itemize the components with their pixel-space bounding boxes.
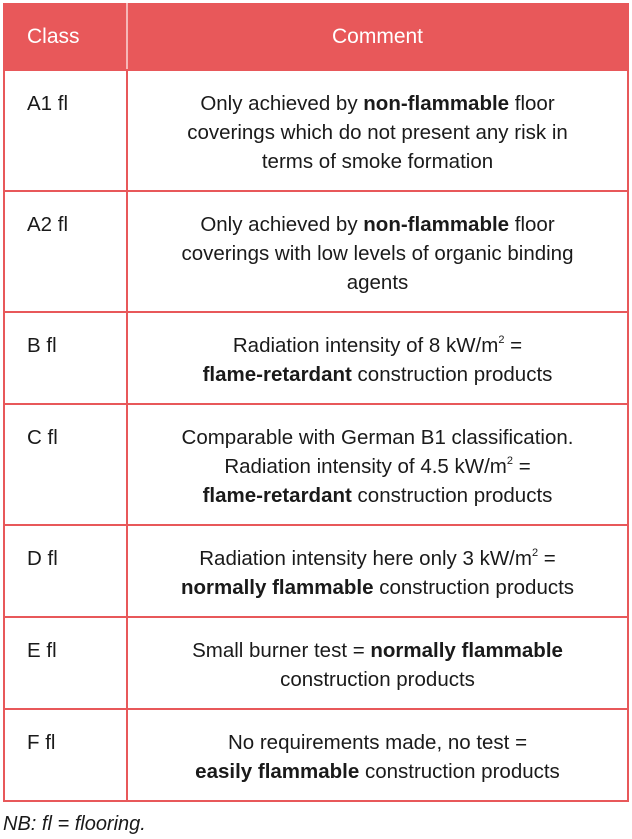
comment-text: floor [509,92,555,115]
comment-bold-text: normally flammable [180,576,374,599]
comment-text: coverings which do not present any risk in [187,121,568,144]
comment-text: floor [509,213,555,236]
table-row [4,404,628,525]
comment-text: construction products [351,363,553,386]
comment-text: coverings with low levels of organic binding [181,242,574,265]
superscript: 2 [498,334,505,346]
column-header-class: Class [4,4,127,70]
comment-bold-text: easily flammable [195,760,360,783]
comment-text: agents [346,271,409,294]
comment-text: Radiation intensity of 4.5 kW/m [224,455,507,478]
table-row [4,70,628,191]
comment-text: Only achieved by [200,92,364,115]
comment-bold-text: flame-retardant [202,484,352,507]
comment-text: Only achieved by [200,213,364,236]
comment-cell [127,709,628,801]
column-header-comment: Comment [127,4,628,70]
comment-text: construction products [373,576,575,599]
superscript: 2 [531,547,539,559]
table-row [4,191,628,312]
comment-text: Comparable with German B1 classification. [181,426,574,449]
table-row [4,312,628,404]
comment-cell [127,312,628,404]
comment-text: Radiation intensity of 8 kW/m [232,334,499,357]
comment-bold-text: flame-retardant [202,363,352,386]
table-footnote: NB: fl = flooring. [3,813,146,835]
class-cell: E fl [4,617,127,709]
class-cell: A1 fl [4,70,127,191]
superscript: 2 [506,455,514,467]
comment-text: construction products [359,760,560,783]
comment-text: terms of smoke formation [261,150,494,173]
class-cell: B fl [4,312,127,404]
comment-text: = [538,547,556,570]
fire-class-table-container [3,3,627,802]
comment-bold-text: non-flammable [363,213,510,236]
table-row [4,709,628,801]
comment-cell [127,191,628,312]
comment-cell [127,404,628,525]
comment-text: No requirements made, no test = [227,731,528,754]
comment-text: construction products [351,484,553,507]
table-header-row [4,4,628,70]
comment-cell [127,525,628,617]
comment-bold-text: non-flammable [363,92,510,115]
comment-cell [127,70,628,191]
class-cell: D fl [4,525,127,617]
comment-text: construction products [280,668,475,691]
class-cell: A2 fl [4,191,127,312]
class-cell: C fl [4,404,127,525]
fire-class-table [3,3,629,802]
comment-text: = [504,334,523,357]
class-cell: F fl [4,709,127,801]
comment-text: Small burner test = [192,639,371,662]
comment-bold-text: normally flammable [370,639,563,662]
comment-cell [127,617,628,709]
comment-text: Radiation intensity here only 3 kW/m [199,547,532,570]
table-row [4,617,628,709]
comment-text: = [513,455,531,478]
table-row [4,525,628,617]
